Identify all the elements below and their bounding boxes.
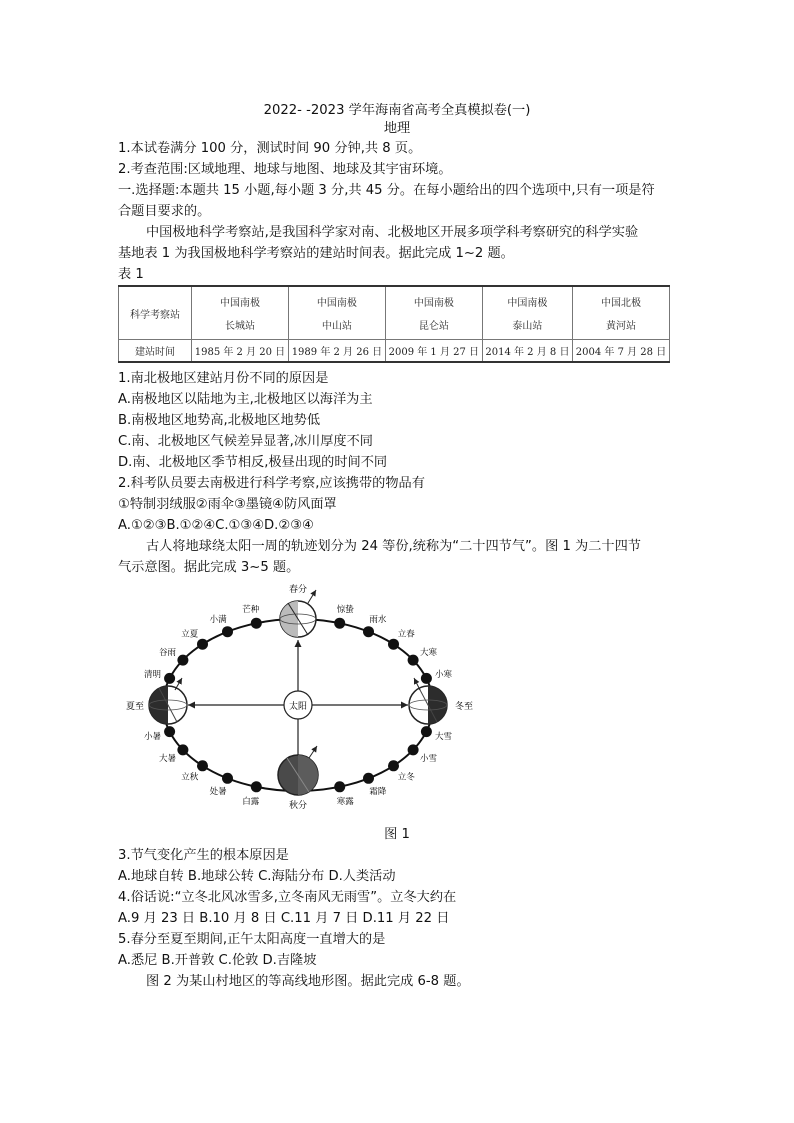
q4-stem: 4.俗话说:“立冬北风冰雪多,立冬南风无雨雪”。立冬大约在 xyxy=(118,890,457,905)
q5-stem: 5.春分至夏至期间,正午太阳高度一直增大的是 xyxy=(118,932,386,947)
table-cell-date: 2004 年 7 月 28 日 xyxy=(573,340,670,362)
solar-term-label: 小满 xyxy=(209,614,227,625)
table-cell-station xyxy=(385,286,482,340)
solar-term-label: 小暑 xyxy=(143,732,162,743)
table-row-header-station: 科学考察站 xyxy=(119,286,192,340)
solar-term-label: 清明 xyxy=(143,669,162,680)
solar-term-label: 立秋 xyxy=(181,772,199,783)
winter-solstice-label: 冬至 xyxy=(455,702,474,712)
solar-term-dot xyxy=(363,773,374,784)
spring-equinox-label: 春分 xyxy=(288,585,308,595)
solar-term-label: 大暑 xyxy=(158,753,177,764)
solar-term-dot xyxy=(222,773,233,784)
table-row-header-time: 建站时间 xyxy=(119,340,192,362)
station-name: 泰山站 xyxy=(512,321,543,333)
solar-term-label: 白露 xyxy=(242,797,260,808)
solar-term-dot xyxy=(388,760,399,771)
station-region: 中国南极 xyxy=(219,298,260,310)
passage2-line-2: 气示意图。据此完成 3~5 题。 xyxy=(118,560,300,575)
table-cell-date: 2014 年 2 月 8 日 xyxy=(482,340,572,362)
q3-options: A.地球自转 B.地球公转 C.海陆分布 D.人类活动 xyxy=(118,869,396,884)
solar-term-label: 芒种 xyxy=(242,604,260,615)
section-intro-line-1: 一.选择题:本题共 15 小题,每小题 3 分,共 45 分。在每小题给出的四个选项中,只有一项是符 xyxy=(118,183,655,198)
earth-spring-equinox xyxy=(280,590,316,637)
q1-stem: 1.南北极地区建站月份不同的原因是 xyxy=(118,371,329,386)
solar-term-dot xyxy=(421,673,432,684)
q5-options: A.悉尼 B.开普敦 C.伦敦 D.吉隆坡 xyxy=(118,953,317,968)
station-name: 中山站 xyxy=(321,321,352,333)
table-cell-date: 1985 年 2 月 20 日 xyxy=(192,340,289,362)
solar-term-label: 谷雨 xyxy=(158,648,177,659)
q1-option-b: B.南极地区地势高,北极地区地势低 xyxy=(118,413,321,428)
station-name: 长城站 xyxy=(224,321,255,333)
solar-term-label: 小雪 xyxy=(419,753,438,764)
note-2: 2.考查范围:区域地理、地球与地图、地球及其宇宙环境。 xyxy=(118,162,452,177)
solar-term-label: 霜降 xyxy=(369,787,387,798)
q1-option-c: C.南、北极地区气候差异显著,冰川厚度不同 xyxy=(118,434,373,449)
q3-stem: 3.节气变化产生的根本原因是 xyxy=(118,848,289,863)
station-region: 中国南极 xyxy=(507,298,548,310)
solar-term-label: 立冬 xyxy=(397,772,415,783)
solar-term-dot xyxy=(197,639,208,650)
table-row-dates xyxy=(119,340,670,362)
q2-options: A.①②③B.①②④C.①③④D.②③④ xyxy=(118,518,314,533)
autumn-equinox-label: 秋分 xyxy=(288,801,308,811)
solar-term-label: 立夏 xyxy=(181,629,199,640)
solar-term-dot xyxy=(251,618,262,629)
solar-term-dot xyxy=(222,626,233,637)
table-cell-date: 2009 年 1 月 27 日 xyxy=(385,340,482,362)
solar-term-label: 大雪 xyxy=(434,732,453,743)
solar-term-dot xyxy=(408,655,419,666)
note-1: 1.本试卷满分 100 分，测试时间 90 分钟,共 8 页。 xyxy=(118,141,422,156)
solar-term-label: 寒露 xyxy=(336,797,354,808)
subject-title: 地理 xyxy=(383,121,411,136)
exam-title: 2022- -2023 学年海南省高考全真模拟卷(一) xyxy=(263,103,531,118)
solar-term-label: 小寒 xyxy=(434,669,453,680)
table-cell-date: 1989 年 2 月 26 日 xyxy=(288,340,385,362)
section-intro-line-2: 合题目要求的。 xyxy=(118,204,211,219)
solar-term-dot xyxy=(408,744,419,755)
solar-term-dot xyxy=(334,781,345,792)
solar-term-dot xyxy=(421,726,432,737)
station-region: 中国南极 xyxy=(316,298,357,310)
passage3: 图 2 为某山村地区的等高线地形图。据此完成 6-8 题。 xyxy=(146,974,470,989)
solar-terms-diagram xyxy=(118,582,488,822)
earth-summer-solstice xyxy=(149,678,187,724)
solar-term-dot xyxy=(164,673,175,684)
table-cell-station xyxy=(482,286,572,340)
table-cell-station xyxy=(288,286,385,340)
solar-term-label: 惊蛰 xyxy=(336,604,354,615)
table-row-stations xyxy=(119,286,670,340)
solar-term-label: 处暑 xyxy=(209,787,227,798)
station-region: 中国北极 xyxy=(601,298,641,310)
solar-term-dot xyxy=(363,626,374,637)
summer-solstice-label: 夏至 xyxy=(126,702,145,712)
passage2-line-1: 古人将地球绕太阳一周的轨迹划分为 24 等份,统称为“二十四节气”。图 1 为二十四节 xyxy=(146,539,641,554)
solar-term-label: 雨水 xyxy=(369,614,387,625)
solar-term-dot xyxy=(164,726,175,737)
q1-option-d: D.南、北极地区季节相反,极昼出现的时间不同 xyxy=(118,455,388,470)
station-name: 昆仑站 xyxy=(418,321,449,333)
sun-label: 太阳 xyxy=(288,702,308,712)
q2-items: ①特制羽绒服②雨伞③墨镜④防风面罩 xyxy=(118,497,337,512)
q2-stem: 2.科考队员要去南极进行科学考察,应该携带的物品有 xyxy=(118,476,425,491)
station-region: 中国南极 xyxy=(413,298,454,310)
solar-term-dot xyxy=(251,781,262,792)
station-table xyxy=(118,285,670,363)
q4-options: A.9 月 23 日 B.10 月 8 日 C.11 月 7 日 D.11 月 22 日 xyxy=(118,911,450,926)
table-cell-station xyxy=(192,286,289,340)
solar-term-dot xyxy=(388,639,399,650)
solar-term-label: 大寒 xyxy=(419,648,438,659)
figure1-caption: 图 1 xyxy=(384,827,410,842)
solar-term-dot xyxy=(177,655,188,666)
earth-winter-solstice xyxy=(409,678,447,724)
passage1-line-2: 基地表 1 为我国极地科学考察站的建站时间表。据此完成 1~2 题。 xyxy=(118,246,514,261)
solar-term-dot xyxy=(334,618,345,629)
solar-term-label: 立春 xyxy=(397,629,415,640)
passage1-line-1: 中国极地科学考察站,是我国科学家对南、北极地区开展多项学科考察研究的科学实验 xyxy=(146,225,639,240)
station-name: 黄河站 xyxy=(606,321,636,333)
solar-term-dot xyxy=(177,744,188,755)
q1-option-a: A.南极地区以陆地为主,北极地区以海洋为主 xyxy=(118,392,373,407)
table1-caption: 表 1 xyxy=(118,267,144,282)
table-cell-station xyxy=(573,286,670,340)
solar-term-dot xyxy=(197,760,208,771)
